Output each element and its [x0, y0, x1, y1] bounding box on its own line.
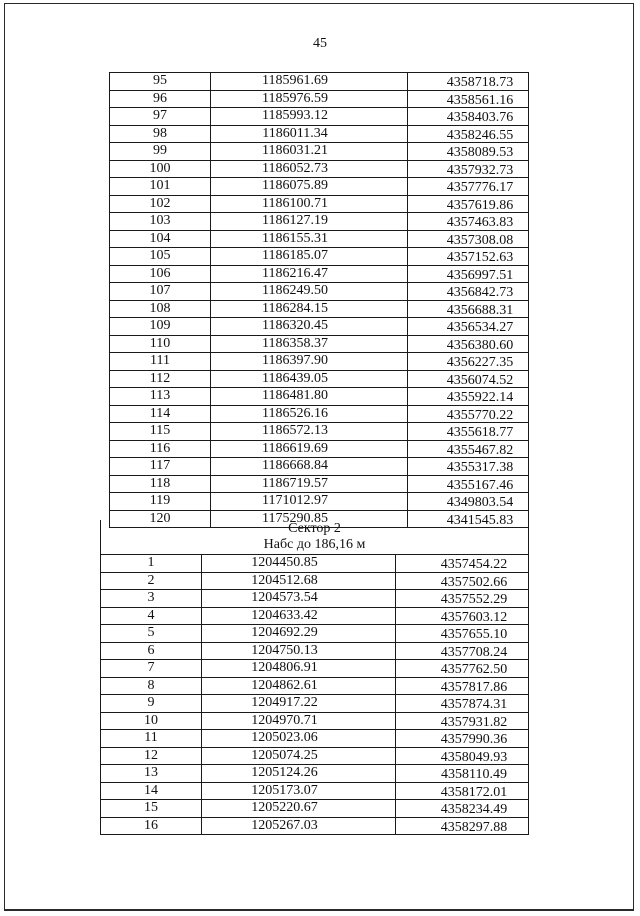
point-number-cell: 12 [101, 747, 202, 765]
table-row [110, 195, 529, 213]
table-row [110, 283, 529, 301]
table-row [101, 625, 529, 643]
point-number-cell: 6 [101, 642, 202, 660]
x-coordinate-cell: 1204750.13 [202, 642, 396, 660]
x-coordinate-cell: 1171012.97 [211, 493, 408, 511]
y-coordinate-cell: 4357776.17 [408, 178, 529, 196]
point-number-cell: 101 [110, 178, 211, 196]
x-coordinate-cell: 1186075.89 [211, 178, 408, 196]
table-row [110, 405, 529, 423]
table-row [110, 423, 529, 441]
x-coordinate-cell: 1204806.91 [202, 660, 396, 678]
x-coordinate-cell: 1186249.50 [211, 283, 408, 301]
y-coordinate-cell: 4355317.38 [408, 458, 529, 476]
point-number-cell: 116 [110, 440, 211, 458]
x-coordinate-cell: 1186320.45 [211, 318, 408, 336]
x-coordinate-cell: 1185993.12 [211, 108, 408, 126]
table-row [101, 607, 529, 625]
point-number-cell: 8 [101, 677, 202, 695]
point-number-cell: 98 [110, 125, 211, 143]
x-coordinate-cell: 1186216.47 [211, 265, 408, 283]
table-row [110, 230, 529, 248]
y-coordinate-cell: 4357990.36 [396, 730, 529, 748]
y-coordinate-cell: 4349803.54 [408, 493, 529, 511]
table-row [110, 318, 529, 336]
y-coordinate-cell: 4357708.24 [396, 642, 529, 660]
x-coordinate-cell: 1205124.26 [202, 765, 396, 783]
point-number-cell: 14 [101, 782, 202, 800]
point-number-cell: 118 [110, 475, 211, 493]
point-number-cell: 11 [101, 730, 202, 748]
point-number-cell: 97 [110, 108, 211, 126]
y-coordinate-cell: 4356227.35 [408, 353, 529, 371]
point-number-cell: 103 [110, 213, 211, 231]
x-coordinate-cell: 1205023.06 [202, 730, 396, 748]
y-coordinate-cell: 4356534.27 [408, 318, 529, 336]
table-row [110, 300, 529, 318]
y-coordinate-cell: 4357502.66 [396, 572, 529, 590]
point-number-cell: 100 [110, 160, 211, 178]
x-coordinate-cell: 1204692.29 [202, 625, 396, 643]
point-number-cell: 3 [101, 590, 202, 608]
point-number-cell: 5 [101, 625, 202, 643]
y-coordinate-cell: 4355167.46 [408, 475, 529, 493]
point-number-cell: 102 [110, 195, 211, 213]
x-coordinate-cell: 1186439.05 [211, 370, 408, 388]
x-coordinate-cell: 1186052.73 [211, 160, 408, 178]
y-coordinate-cell: 4357603.12 [396, 607, 529, 625]
point-number-cell: 15 [101, 800, 202, 818]
y-coordinate-cell: 4355922.14 [408, 388, 529, 406]
table-row [101, 642, 529, 660]
point-number-cell: 113 [110, 388, 211, 406]
table-row [110, 388, 529, 406]
coordinates-table [109, 72, 529, 528]
x-coordinate-cell: 1186284.15 [211, 300, 408, 318]
y-coordinate-cell: 4357619.86 [408, 195, 529, 213]
table-row [101, 782, 529, 800]
point-number-cell: 110 [110, 335, 211, 353]
y-coordinate-cell: 4358403.76 [408, 108, 529, 126]
sector-subtitle: Набс до 186,16 м [263, 537, 366, 552]
x-coordinate-cell: 1186358.37 [211, 335, 408, 353]
y-coordinate-cell: 4357655.10 [396, 625, 529, 643]
sector-2-coordinates-table [100, 554, 529, 835]
point-number-cell: 7 [101, 660, 202, 678]
point-number-cell: 95 [110, 73, 211, 91]
table-row [110, 493, 529, 511]
table-row [101, 765, 529, 783]
table-row [101, 730, 529, 748]
x-coordinate-cell: 1175290.85 [211, 510, 408, 528]
y-coordinate-cell: 4357817.86 [396, 677, 529, 695]
x-coordinate-cell: 1185976.59 [211, 90, 408, 108]
y-coordinate-cell: 4357463.83 [408, 213, 529, 231]
y-coordinate-cell: 4356380.60 [408, 335, 529, 353]
x-coordinate-cell: 1204573.54 [202, 590, 396, 608]
table-row [101, 590, 529, 608]
x-coordinate-cell: 1186100.71 [211, 195, 408, 213]
point-number-cell: 104 [110, 230, 211, 248]
y-coordinate-cell: 4357874.31 [396, 695, 529, 713]
point-number-cell: 96 [110, 90, 211, 108]
x-coordinate-cell: 1205074.25 [202, 747, 396, 765]
y-coordinate-cell: 4356688.31 [408, 300, 529, 318]
x-coordinate-cell: 1186619.69 [211, 440, 408, 458]
y-coordinate-cell: 4358718.73 [408, 73, 529, 91]
point-number-cell: 99 [110, 143, 211, 161]
table-row [101, 817, 529, 835]
x-coordinate-cell: 1204917.22 [202, 695, 396, 713]
point-number-cell: 4 [101, 607, 202, 625]
y-coordinate-cell: 4357762.50 [396, 660, 529, 678]
table-row [101, 660, 529, 678]
table-row [110, 475, 529, 493]
sector-title: Сектор 2 [288, 521, 341, 536]
y-coordinate-cell: 4357931.82 [396, 712, 529, 730]
table-row [110, 335, 529, 353]
table-row [101, 712, 529, 730]
point-number-cell: 117 [110, 458, 211, 476]
y-coordinate-cell: 4355770.22 [408, 405, 529, 423]
x-coordinate-cell: 1186668.84 [211, 458, 408, 476]
y-coordinate-cell: 4341545.83 [408, 510, 529, 528]
point-number-cell: 108 [110, 300, 211, 318]
point-number-cell: 107 [110, 283, 211, 301]
table-row [101, 555, 529, 573]
y-coordinate-cell: 4358172.01 [396, 782, 529, 800]
x-coordinate-cell: 1186011.34 [211, 125, 408, 143]
table-row [110, 458, 529, 476]
y-coordinate-cell: 4358246.55 [408, 125, 529, 143]
point-number-cell: 111 [110, 353, 211, 371]
point-number-cell: 16 [101, 817, 202, 835]
y-coordinate-cell: 4358049.93 [396, 747, 529, 765]
x-coordinate-cell: 1205267.03 [202, 817, 396, 835]
y-coordinate-cell: 4358297.88 [396, 817, 529, 835]
table-row [110, 213, 529, 231]
x-coordinate-cell: 1186719.57 [211, 475, 408, 493]
x-coordinate-cell: 1204862.61 [202, 677, 396, 695]
y-coordinate-cell: 4358089.53 [408, 143, 529, 161]
y-coordinate-cell: 4357308.08 [408, 230, 529, 248]
y-coordinate-cell: 4356842.73 [408, 283, 529, 301]
point-number-cell: 2 [101, 572, 202, 590]
point-number-cell: 10 [101, 712, 202, 730]
table-row [101, 800, 529, 818]
table-row [110, 178, 529, 196]
table-row [110, 440, 529, 458]
point-number-cell: 13 [101, 765, 202, 783]
point-number-cell: 115 [110, 423, 211, 441]
x-coordinate-cell: 1185961.69 [211, 73, 408, 91]
x-coordinate-cell: 1205220.67 [202, 800, 396, 818]
table-row [110, 248, 529, 266]
point-number-cell: 120 [110, 510, 211, 528]
x-coordinate-cell: 1186397.90 [211, 353, 408, 371]
x-coordinate-cell: 1186185.07 [211, 248, 408, 266]
point-number-cell: 119 [110, 493, 211, 511]
table-row [110, 108, 529, 126]
x-coordinate-cell: 1186127.19 [211, 213, 408, 231]
x-coordinate-cell: 1186031.21 [211, 143, 408, 161]
table-row [110, 73, 529, 91]
x-coordinate-cell: 1204450.85 [202, 555, 396, 573]
table-row [101, 677, 529, 695]
y-coordinate-cell: 4357552.29 [396, 590, 529, 608]
table-row [110, 160, 529, 178]
y-coordinate-cell: 4358561.16 [408, 90, 529, 108]
x-coordinate-cell: 1204970.71 [202, 712, 396, 730]
x-coordinate-cell: 1205173.07 [202, 782, 396, 800]
y-coordinate-cell: 4355618.77 [408, 423, 529, 441]
point-number-cell: 112 [110, 370, 211, 388]
y-coordinate-cell: 4358110.49 [396, 765, 529, 783]
table-row [110, 370, 529, 388]
x-coordinate-cell: 1204633.42 [202, 607, 396, 625]
table-row [101, 572, 529, 590]
point-number-cell: 105 [110, 248, 211, 266]
x-coordinate-cell: 1186526.16 [211, 405, 408, 423]
table-row [101, 747, 529, 765]
table-row [110, 90, 529, 108]
table-row [110, 265, 529, 283]
table-row [101, 695, 529, 713]
y-coordinate-cell: 4357454.22 [396, 555, 529, 573]
y-coordinate-cell: 4356997.51 [408, 265, 529, 283]
point-number-cell: 109 [110, 318, 211, 336]
table-row [110, 125, 529, 143]
y-coordinate-cell: 4355467.82 [408, 440, 529, 458]
point-number-cell: 106 [110, 265, 211, 283]
x-coordinate-cell: 1204512.68 [202, 572, 396, 590]
point-number-cell: 1 [101, 555, 202, 573]
y-coordinate-cell: 4357152.63 [408, 248, 529, 266]
x-coordinate-cell: 1186481.80 [211, 388, 408, 406]
table-row [110, 143, 529, 161]
point-number-cell: 114 [110, 405, 211, 423]
y-coordinate-cell: 4357932.73 [408, 160, 529, 178]
y-coordinate-cell: 4356074.52 [408, 370, 529, 388]
page-number: 45 [313, 36, 327, 51]
y-coordinate-cell: 4358234.49 [396, 800, 529, 818]
table-row [110, 353, 529, 371]
point-number-cell: 9 [101, 695, 202, 713]
sector-header [100, 520, 529, 554]
x-coordinate-cell: 1186572.13 [211, 423, 408, 441]
x-coordinate-cell: 1186155.31 [211, 230, 408, 248]
